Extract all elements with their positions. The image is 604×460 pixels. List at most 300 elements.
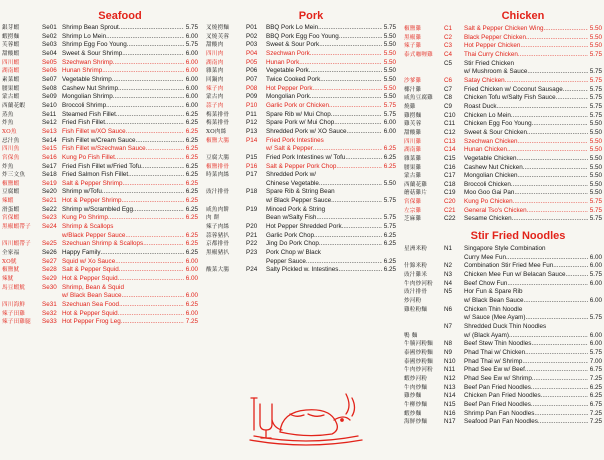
- item-name: [266, 197, 382, 206]
- item-name-text: Shrimp, Bean & Squid: [62, 283, 124, 291]
- chinese-name: 蝦撈麵: [2, 33, 20, 40]
- seafood-menu-item: [2, 284, 198, 293]
- item-name-text: Pork Chop w/ Black: [266, 249, 321, 257]
- seafood-menu-item: [2, 137, 198, 146]
- item-name-text: Combination Stir Fried Mee Fun: [464, 262, 554, 270]
- seafood-menu-item: [2, 145, 198, 154]
- item-name-text: Phad See Ew w/ Shrimp: [464, 374, 532, 382]
- item-price: 5.75: [589, 215, 602, 223]
- item-name: [62, 33, 184, 42]
- dot-leader: [316, 214, 381, 223]
- dot-leader: [313, 145, 382, 154]
- item-name: [464, 384, 588, 393]
- item-code: P07: [246, 75, 258, 83]
- item-price: 6.75: [589, 366, 602, 374]
- item-price: 6.00: [185, 67, 198, 75]
- pork-menu-item: [206, 171, 396, 180]
- item-price: 6.25: [185, 197, 198, 205]
- item-code: N1: [444, 245, 453, 253]
- item-code: C5: [444, 59, 453, 67]
- item-code: Se24: [42, 223, 57, 231]
- item-name-text: Garlic Pork Chop: [266, 231, 314, 239]
- item-name-text: Vegetable Pork: [266, 67, 309, 75]
- item-price: 6.00: [185, 309, 198, 317]
- dot-leader: [538, 418, 588, 427]
- item-code: C18: [444, 180, 456, 188]
- item-name: [266, 163, 382, 172]
- item-code: N10: [444, 357, 456, 365]
- item-name-text: Jing Do Pork Chop: [266, 240, 319, 248]
- item-code: P19: [246, 205, 258, 213]
- chinese-name: 左宗雞: [404, 207, 422, 214]
- chinese-name: 蒜子肉: [206, 102, 224, 109]
- item-name: [464, 392, 588, 401]
- chinese-name: 宮保蝦: [2, 215, 20, 222]
- chinese-name: 宮保雞: [404, 199, 422, 206]
- item-price: 6.00: [185, 75, 198, 83]
- dot-leader: [299, 59, 381, 68]
- seafood-menu-item: [2, 214, 198, 223]
- chinese-name: 湖南蝦: [2, 68, 20, 75]
- chicken-menu-item: [404, 172, 602, 181]
- chinese-name: 泰國炒粉麵: [404, 349, 433, 356]
- item-price: 6.25: [589, 383, 602, 391]
- item-name-text: Moo Goo Gai Pan: [464, 189, 515, 197]
- noodles-list: [404, 245, 602, 427]
- item-code: C21: [444, 206, 456, 214]
- item-name: [266, 223, 382, 232]
- item-name-text: Hunan Pork: [266, 58, 300, 66]
- chinese-name: 豉汁排骨: [404, 289, 428, 296]
- item-code: P24: [246, 266, 258, 274]
- item-code: Se10: [42, 101, 57, 109]
- dot-leader: [339, 33, 382, 42]
- item-name: [62, 223, 196, 232]
- chinese-name: 泰國炒粉麵: [404, 358, 433, 365]
- item-price: 5.50: [589, 25, 602, 32]
- item-code: N17: [444, 418, 456, 426]
- noodles-menu-item: [404, 349, 602, 358]
- chinese-name: 腰果蝦: [2, 85, 20, 92]
- dot-leader: [309, 67, 382, 76]
- item-price: 6.25: [185, 240, 198, 248]
- item-code: N15: [444, 400, 456, 408]
- item-name-text: w/ Sauce (Mee Ayam): [464, 314, 526, 322]
- item-price: 5.75: [185, 24, 198, 31]
- item-name-text: Mongolian Shrimp: [62, 93, 113, 101]
- chinese-name: 辣子田雞: [2, 310, 26, 317]
- dot-leader: [127, 41, 184, 50]
- chinese-name: 甜酸雞: [404, 129, 422, 136]
- item-name: [62, 171, 184, 180]
- item-name: [464, 172, 588, 181]
- seafood-menu-item: [2, 67, 198, 76]
- pork-menu-item: [206, 33, 396, 42]
- dot-leader: [314, 232, 382, 241]
- item-price: 6.25: [185, 153, 198, 161]
- item-name-text: Mongolian Chicken: [464, 172, 518, 180]
- pork-menu-item: [206, 41, 396, 50]
- item-name-text: Hot & Pepper Squid: [62, 275, 118, 283]
- item-name: [464, 340, 588, 349]
- item-price: 5.75: [383, 214, 396, 222]
- item-name-text: Curry Mee Fun: [464, 253, 506, 261]
- item-name-text: Hor Fun & Spare Rib: [464, 288, 523, 296]
- chicken-menu-item: [404, 77, 602, 86]
- item-name-text: Cashew Nut Shrimp: [62, 84, 118, 92]
- item-code: Se33: [42, 318, 57, 326]
- item-name-text: Shrimp Pan Fan Noodles: [464, 409, 535, 417]
- item-name-text: Kung Po Shrimp: [62, 214, 108, 222]
- seafood-menu-item: [2, 258, 198, 267]
- chinese-name: 燒雞: [404, 103, 416, 110]
- item-code: N6: [444, 305, 453, 313]
- dot-leader: [319, 41, 382, 50]
- chinese-name: 時菜肉絲: [206, 172, 230, 179]
- dot-leader: [143, 240, 184, 249]
- item-name: [464, 42, 588, 51]
- chinese-name: 四川蝦帶子: [2, 241, 31, 248]
- item-price: 5.50: [383, 84, 396, 92]
- item-name-text: Shredded Duck Thin Noodles: [464, 323, 547, 330]
- item-name-text: Hot Pepper Frog Leg: [62, 318, 121, 326]
- item-price: 5.75: [383, 110, 396, 118]
- item-code: P22: [246, 240, 258, 248]
- item-price: 5.50: [589, 163, 602, 171]
- noodles-menu-item: [404, 254, 602, 263]
- dot-leader: [135, 137, 183, 146]
- noodles-menu-item: [404, 392, 602, 401]
- item-code: Se07: [42, 75, 57, 83]
- dot-leader: [334, 119, 381, 128]
- item-price: 6.25: [185, 136, 198, 144]
- pork-menu-item: [206, 266, 396, 275]
- chinese-name: 宮保魚: [2, 154, 20, 161]
- dot-leader: [520, 42, 587, 51]
- pork-title: Pork: [298, 10, 324, 22]
- noodles-menu-item: [404, 375, 602, 384]
- item-name: [266, 85, 382, 94]
- item-name: [62, 50, 184, 59]
- item-name-text: Kung Po Chicken: [464, 198, 513, 206]
- item-name-text: Cashew Nut Chicken: [464, 163, 523, 171]
- item-code: C13: [444, 137, 456, 145]
- noodles-menu-item: [404, 358, 602, 367]
- item-code: C10: [444, 111, 456, 119]
- item-name: [62, 111, 184, 120]
- item-name-text: Fried Chicken w/ Coconut Sausage: [464, 85, 563, 93]
- item-name: [62, 93, 184, 102]
- item-code: P02: [246, 32, 258, 40]
- chinese-name: 辣蝦: [2, 198, 14, 205]
- item-name-text: Chicken Egg Foo Young: [464, 120, 532, 128]
- item-price: 5.75: [589, 271, 602, 279]
- pork-menu-item: [206, 128, 396, 137]
- item-price: 7.25: [185, 318, 198, 326]
- dot-leader: [517, 155, 588, 164]
- item-name: [464, 306, 600, 315]
- item-code: Se19: [42, 179, 57, 187]
- seafood-menu-item: [2, 154, 198, 163]
- item-code: P18: [246, 188, 258, 196]
- chinese-name: 回鍋肉: [206, 76, 224, 83]
- item-name-text: BBQ Pork Egg Foo Young: [266, 32, 339, 40]
- item-name: [62, 258, 184, 267]
- item-name: [464, 155, 588, 164]
- item-name-text: w/ Salt & Pepper: [266, 145, 313, 153]
- seafood-menu-item: [2, 197, 198, 206]
- item-name: [464, 288, 600, 297]
- item-name-text: Szechuan Shrimp & Scallops: [62, 240, 144, 248]
- item-code: P09: [246, 93, 258, 101]
- item-price: 6.25: [589, 392, 602, 400]
- item-name: [464, 262, 588, 271]
- item-name: [464, 254, 588, 263]
- item-code: N2: [444, 262, 453, 270]
- item-name: [266, 154, 382, 163]
- chinese-name: 西蘭花雞: [404, 181, 428, 188]
- item-name: [464, 138, 588, 147]
- item-price: 6.25: [185, 145, 198, 153]
- item-name-text: Roast Duck: [464, 102, 497, 110]
- item-name-text: Bean w/Salty Fish: [266, 214, 317, 222]
- chinese-name: 腰果雞: [404, 164, 422, 171]
- item-name-text: Sesame Chicken: [464, 215, 512, 223]
- item-code: Se31: [42, 301, 57, 308]
- item-code: P10: [246, 101, 258, 109]
- item-code: Se14: [42, 136, 57, 144]
- item-name: [62, 249, 184, 258]
- item-code: C9: [444, 102, 453, 110]
- item-price: 6.25: [383, 240, 396, 248]
- item-price: 6.25: [383, 231, 396, 239]
- item-name-text: w/Black Pepper Sauce: [62, 231, 126, 239]
- item-name-text: Salt & Pepper Pork Chop: [266, 162, 337, 170]
- seafood-menu-item: [2, 59, 198, 68]
- item-name-text: Fish Fillet w/Cream Sauce: [62, 136, 136, 144]
- item-code: Se06: [42, 67, 57, 75]
- item-code: Se25: [42, 240, 57, 248]
- dot-leader: [512, 215, 588, 224]
- item-name-text: Shrimp w/Scrambled Egg: [62, 205, 134, 213]
- seafood-menu-item: [2, 128, 198, 137]
- item-code: N14: [444, 392, 456, 400]
- item-price: 5.75: [589, 314, 602, 322]
- item-name-text: Beef Stew Thin Noodles: [464, 340, 532, 348]
- item-price: 6.25: [185, 179, 198, 187]
- chinese-name: 肉 餅: [206, 215, 220, 222]
- pork-menu-item: [206, 249, 396, 258]
- item-price: 6.00: [185, 266, 198, 274]
- chicken-menu-item: [404, 68, 602, 77]
- item-price: 7.25: [589, 374, 602, 382]
- pork-menu-item: [206, 85, 396, 94]
- dot-leader: [522, 358, 587, 367]
- dot-leader: [527, 207, 588, 216]
- item-name-text: Chicken Mee Fun w/ Belacan Sauce: [464, 271, 566, 279]
- dot-leader: [532, 120, 588, 129]
- chinese-name: 炸三文魚: [2, 172, 26, 179]
- item-price: 5.50: [589, 33, 602, 41]
- chinese-name: 雞撈麵: [404, 112, 422, 119]
- chinese-name: 辣子肉絲: [206, 224, 230, 231]
- chinese-name: XO肉絲: [206, 128, 227, 135]
- item-name-text: Salt & Pepper Shrimp: [62, 179, 123, 187]
- item-code: P21: [246, 231, 258, 239]
- item-code: Se22: [42, 205, 57, 213]
- item-name-text: Satay Chicken: [464, 76, 505, 84]
- item-name-text: Fried Fish Fillet w/Fried Tofu: [62, 162, 141, 170]
- dot-leader: [524, 297, 588, 306]
- dot-leader: [527, 68, 587, 77]
- chicken-menu-item: [404, 129, 602, 138]
- chicken-menu-item: [404, 120, 602, 129]
- item-code: P04: [246, 49, 258, 57]
- item-price: 5.50: [383, 32, 396, 40]
- item-name: [464, 77, 588, 86]
- dot-leader: [541, 392, 588, 401]
- chinese-name: 四川雞: [404, 138, 422, 145]
- item-price: 6.25: [185, 162, 198, 170]
- chinese-name: 芝麻雞: [404, 216, 422, 223]
- item-code: Se26: [42, 249, 57, 257]
- item-name: [266, 206, 394, 215]
- chicken-menu-item: [404, 138, 602, 147]
- chicken-section: [404, 10, 602, 427]
- pork-menu-item: [206, 145, 396, 154]
- pork-menu-item: [206, 206, 396, 215]
- chinese-name: 蝦炒麵: [404, 410, 422, 417]
- pork-menu-item: [206, 93, 396, 102]
- item-code: Se30: [42, 283, 57, 291]
- item-code: C19: [444, 189, 456, 197]
- item-price: 5.50: [589, 172, 602, 180]
- pork-menu-item: [206, 197, 396, 206]
- item-price: 6.00: [185, 275, 198, 283]
- item-price: 6.00: [185, 84, 198, 92]
- item-name-text: Happy Family: [62, 249, 101, 257]
- item-name: [464, 129, 588, 138]
- item-code: C7: [444, 85, 453, 93]
- dot-leader: [118, 85, 184, 94]
- item-name-text: Fried Salmon Fish Fillet: [62, 171, 129, 179]
- item-name: [62, 318, 184, 327]
- item-name: [62, 137, 184, 146]
- noodles-menu-item: [404, 332, 602, 341]
- item-name: [62, 266, 184, 275]
- chinese-name: 牛肉炒河粉: [404, 367, 433, 374]
- chinese-name: 蒜蓉豬扒: [206, 232, 230, 239]
- item-name: [266, 145, 382, 154]
- item-name: [464, 358, 588, 367]
- item-code: P11: [246, 110, 257, 118]
- item-code: Se29: [42, 275, 57, 283]
- item-code: Se02: [42, 32, 57, 40]
- item-code: C22: [444, 215, 456, 223]
- item-name-text: Shrimp Egg Foo Young: [62, 41, 127, 49]
- item-code: Se08: [42, 84, 57, 92]
- item-name: [464, 120, 588, 129]
- chinese-name: 咸魚豆腐雞: [404, 95, 433, 102]
- item-code: C4: [444, 50, 453, 58]
- item-code: C6: [444, 76, 453, 84]
- item-price: 6.25: [185, 171, 198, 179]
- item-name: [464, 366, 588, 375]
- seafood-title: Seafood: [98, 10, 142, 22]
- item-price: 5.50: [589, 42, 602, 50]
- pork-menu-item: [206, 59, 396, 68]
- item-price: 7.25: [589, 418, 602, 426]
- seafood-menu-item: [2, 171, 198, 180]
- dot-leader: [116, 111, 184, 120]
- item-price: 6.25: [185, 205, 198, 213]
- item-name-text: Sweet & Sour Pork: [266, 41, 320, 49]
- seafood-menu-item: [2, 111, 198, 120]
- seafood-list: [2, 24, 198, 327]
- item-name: [62, 145, 184, 154]
- item-name: [464, 401, 588, 410]
- item-price: 5.50: [383, 179, 396, 187]
- item-name-text: Squid w/ Xo Sauce: [62, 257, 116, 265]
- chinese-name: 豉汁雞米: [404, 272, 428, 279]
- item-name: [62, 232, 184, 241]
- chinese-name: 炒河粉: [404, 298, 422, 305]
- item-name-text: Garlic Pork or Chicken: [266, 101, 329, 109]
- item-code: Se15: [42, 145, 57, 153]
- seafood-menu-item: [2, 50, 198, 59]
- item-name-text: Broccoli Chicken: [464, 180, 511, 188]
- item-code: N7: [444, 323, 453, 330]
- pork-menu-item: [206, 232, 396, 241]
- item-code: P06: [246, 67, 258, 75]
- item-code: P16: [246, 162, 258, 170]
- dot-leader: [497, 103, 588, 112]
- item-name: [266, 188, 394, 197]
- item-name-text: Fried Pork Intestines: [266, 136, 324, 144]
- dot-leader: [526, 34, 588, 43]
- dot-leader: [320, 76, 381, 85]
- chinese-name: 忌汁魚: [2, 137, 20, 144]
- item-name: [464, 375, 588, 384]
- chinese-name: 牛腩河粉麵: [404, 341, 433, 348]
- item-price: 5.75: [383, 197, 396, 205]
- dot-leader: [507, 280, 587, 289]
- item-code: Se27: [42, 257, 57, 265]
- item-name-text: Phad See Ew w/ Beef: [464, 366, 525, 374]
- dot-leader: [534, 410, 587, 419]
- seafood-menu-item: [2, 180, 198, 189]
- item-name: [464, 323, 600, 332]
- item-name: [266, 171, 394, 180]
- item-name-text: Black Pepper Chicken: [464, 33, 526, 41]
- dot-leader: [102, 188, 184, 197]
- dot-leader: [125, 232, 183, 241]
- item-name: [266, 266, 382, 275]
- item-name: [464, 280, 588, 289]
- item-name-text: Salt & Pepper Squid: [62, 266, 119, 274]
- item-code: N5: [444, 288, 453, 296]
- item-name-text: Stir Fried Chicken: [464, 59, 515, 67]
- chinese-name: 湖南肉: [206, 59, 224, 66]
- item-price: 6.25: [185, 127, 198, 135]
- item-price: 5.50: [589, 128, 602, 136]
- item-name-text: Chinese Vegetable: [266, 179, 319, 187]
- seafood-menu-item: [2, 240, 198, 249]
- chicken-menu-item: [404, 86, 602, 95]
- item-name-text: Hunan Chicken: [464, 146, 508, 154]
- seafood-menu-item: [2, 102, 198, 111]
- item-code: Se18: [42, 171, 57, 179]
